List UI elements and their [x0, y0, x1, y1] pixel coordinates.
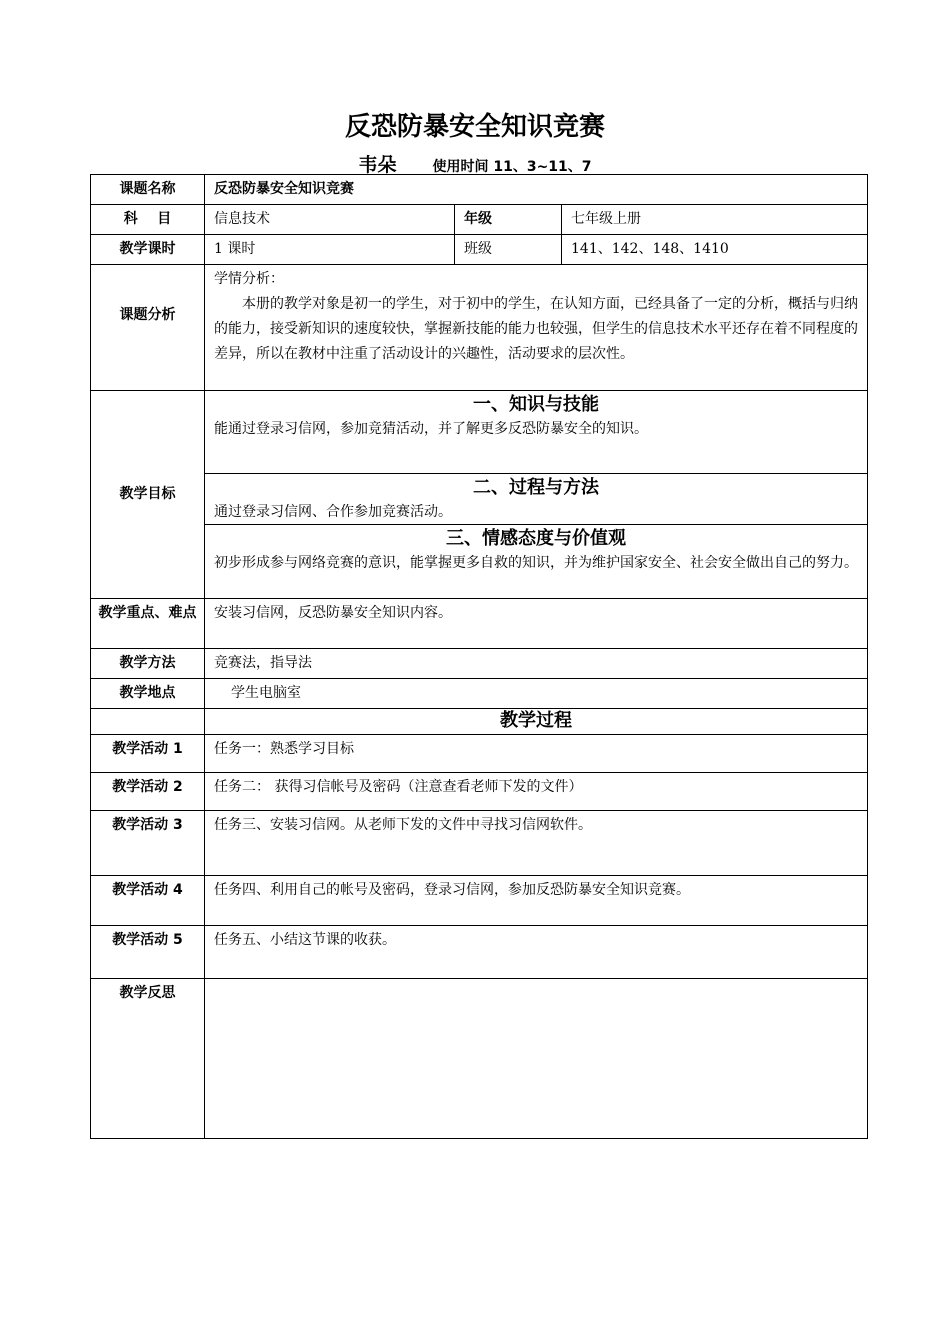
- lesson-plan-table: [90, 174, 868, 1139]
- activity2-label: 教学活动 2: [91, 773, 205, 811]
- usage-time: 使用时间 11、3~11、7: [432, 159, 592, 175]
- reflection-value[interactable]: [205, 979, 868, 1139]
- activity5-value: 任务五、小结这节课的收获。: [205, 926, 868, 979]
- method-label: 教学方法: [91, 649, 205, 679]
- class-label: 班级: [455, 235, 562, 265]
- keypoints-label: 教学重点、难点: [91, 599, 205, 649]
- activity3-label: 教学活动 3: [91, 811, 205, 876]
- activity4-label: 教学活动 4: [91, 876, 205, 926]
- analysis-text: 本册的教学对象是初一的学生，对于初中的学生，在认知方面，已经具备了一定的分析，概括与归纳的能力，接受新知识的速度较快，掌握新技能的能力也较强，但学生的信息技术水平还存在着不同程度的差异，所以在教材中注重了活动设计的兴趣性，活动要求的层次性。: [214, 296, 858, 362]
- class-value: 141、142、148、1410: [562, 235, 868, 265]
- process-empty-cell: [91, 709, 205, 735]
- grade-value: 七年级上册: [562, 205, 868, 235]
- keypoints-value: 安装习信网，反恐防暴安全知识内容。: [205, 599, 868, 649]
- goal-attitudes-values: [205, 525, 867, 578]
- topic-value: 反恐防暴安全知识竞赛: [205, 175, 868, 205]
- reflection-label: 教学反思: [91, 979, 205, 1139]
- analysis-label: 课题分析: [91, 265, 205, 391]
- place-value: 学生电脑室: [205, 679, 868, 709]
- goal1-title: 一、知识与技能: [473, 394, 599, 415]
- activity2-value: 任务二： 获得习信帐号及密码（注意查看老师下发的文件）: [205, 773, 868, 811]
- goals-cell: [205, 391, 868, 599]
- activity1-label: 教学活动 1: [91, 735, 205, 773]
- process-title: 教学过程: [205, 709, 868, 735]
- method-value: 竞赛法，指导法: [205, 649, 868, 679]
- subject-label: 科 目: [91, 205, 205, 235]
- subtitle-line: [0, 150, 950, 177]
- grade-label: 年级: [455, 205, 562, 235]
- place-label: 教学地点: [91, 679, 205, 709]
- subject-value: 信息技术: [205, 205, 455, 235]
- hours-value: 1 课时: [205, 235, 455, 265]
- activity4-value: 任务四、利用自己的帐号及密码，登录习信网，参加反恐防暴安全知识竞赛。: [205, 876, 868, 926]
- activity3-value: 任务三、安装习信网。从老师下发的文件中寻找习信网软件。: [205, 811, 868, 876]
- analysis-cell: [205, 265, 868, 391]
- activity1-value: 任务一：熟悉学习目标: [205, 735, 868, 773]
- goal2-title: 二、过程与方法: [473, 477, 599, 498]
- author-name: 韦朵: [358, 154, 397, 176]
- goal-process-methods: [205, 474, 867, 525]
- hours-label: 教学课时: [91, 235, 205, 265]
- activity5-label: 教学活动 5: [91, 926, 205, 979]
- goal1-text: 能通过登录习信网，参加竞猜活动，并了解更多反恐防暴安全的知识。: [214, 421, 648, 437]
- goal3-title: 三、情感态度与价值观: [446, 528, 626, 549]
- document-title: 反恐防暴安全知识竞赛: [344, 112, 605, 142]
- goal2-text: 通过登录习信网、合作参加竞赛活动。: [214, 504, 452, 520]
- goals-label: 教学目标: [91, 391, 205, 599]
- goal-knowledge-skills: [205, 391, 867, 474]
- goal3-text: 初步形成参与网络竞赛的意识，能掌握更多自救的知识，并为维护国家安全、社会安全做出自己的努力。: [214, 555, 858, 571]
- topic-label: 课题名称: [91, 175, 205, 205]
- analysis-heading: 学情分析：: [214, 271, 284, 287]
